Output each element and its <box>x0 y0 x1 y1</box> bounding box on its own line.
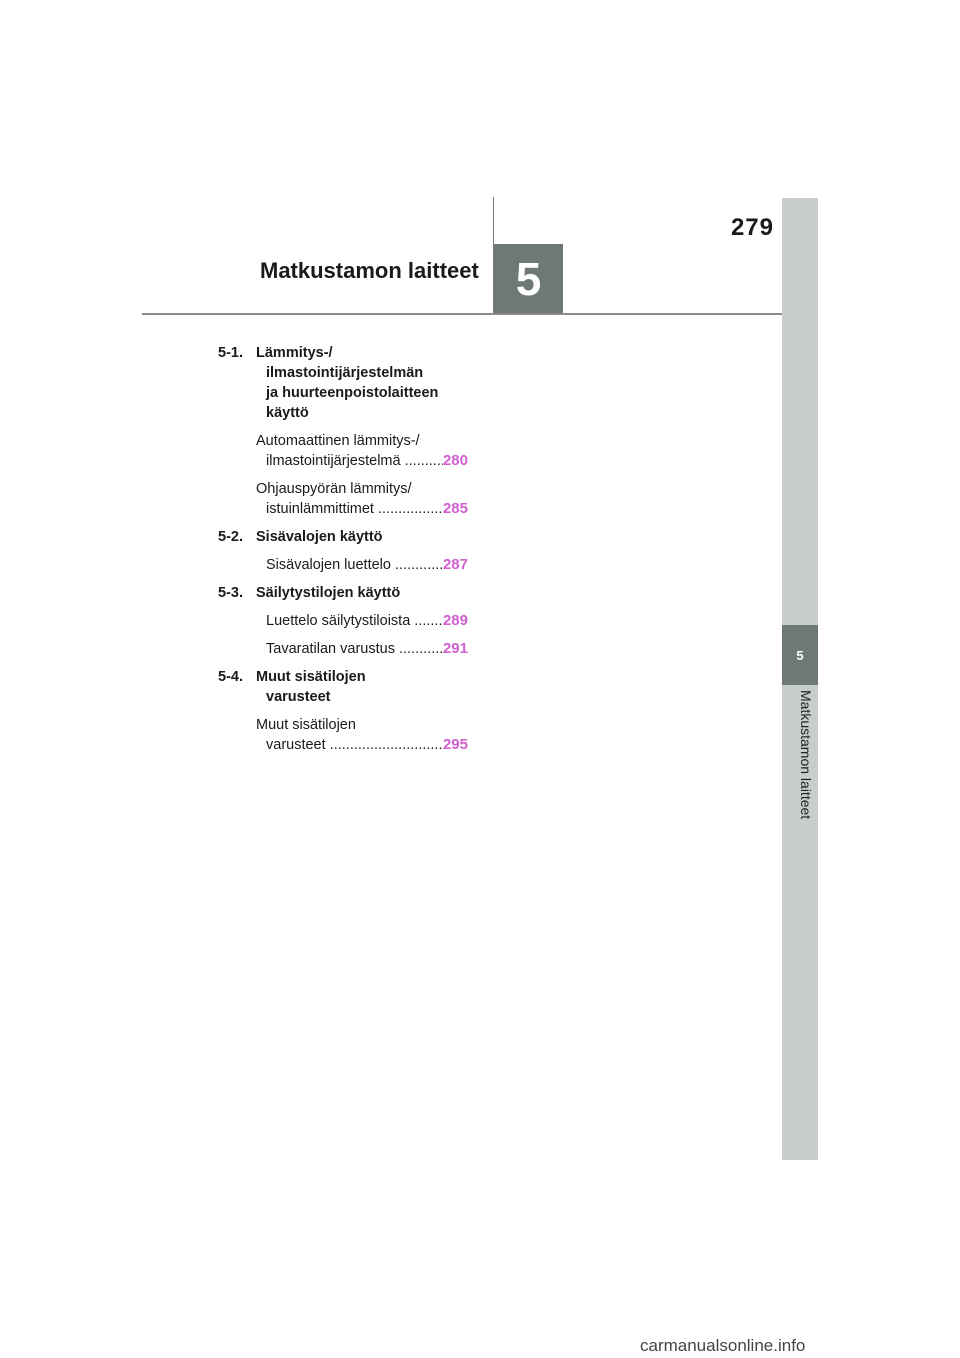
toc-section-title-line: ilmastointijärjestelmän <box>266 365 424 381</box>
toc-entry-line: Automaattinen lämmitys-/ <box>256 433 420 449</box>
toc-section-number: 5-3. <box>218 585 243 601</box>
toc-section-title-line: ja huurteenpoistolaitteen <box>266 385 439 401</box>
toc-entry-page-link[interactable]: 291 <box>442 640 468 657</box>
toc-section-number: 5-2. <box>218 529 243 545</box>
toc-entry[interactable] <box>256 715 468 755</box>
toc-section-title: Sisävalojen käyttö <box>256 529 383 545</box>
page-number: 279 <box>730 214 774 241</box>
toc-entry-page-link[interactable]: 295 <box>442 736 468 753</box>
toc-section-title <box>256 343 468 423</box>
toc-entry-page-link[interactable]: 289 <box>442 612 468 629</box>
toc-entry[interactable] <box>256 555 468 575</box>
toc-entry-line: Ohjauspyörän lämmitys/ <box>256 481 412 497</box>
toc-entry-page-link[interactable]: 280 <box>442 452 468 469</box>
toc-entry-page-link[interactable]: 287 <box>442 556 468 573</box>
toc-entry[interactable] <box>256 611 468 631</box>
toc-section-title <box>256 667 468 707</box>
toc-section-title: Säilytystilojen käyttö <box>256 585 401 601</box>
toc-entry-line: ilmastointijärjestelmä ..... <box>266 451 443 471</box>
toc-entry-line: Tavaratilan varustus ..... <box>266 639 443 659</box>
toc-entry[interactable] <box>256 431 468 471</box>
toc-section-number: 5-1. <box>218 345 243 361</box>
toc-section-title-line: Lämmitys-/ <box>256 345 333 361</box>
toc-section <box>218 667 468 707</box>
toc-entry-line: istuinlämmittimet ..... <box>266 499 443 519</box>
toc-entry-page-link[interactable]: 285 <box>442 500 468 517</box>
table-of-contents <box>218 343 468 763</box>
toc-entry-line: Sisävalojen luettelo ..... <box>266 555 443 575</box>
toc-entry[interactable] <box>256 639 468 659</box>
chapter-title: Matkustamon laitteet <box>260 258 479 283</box>
header-horizontal-rule <box>142 313 782 315</box>
toc-entry-line: varusteet ..... <box>266 735 443 755</box>
toc-section <box>218 583 468 603</box>
toc-section-title-line: Muut sisätilojen <box>256 669 366 685</box>
toc-entry-line: Luettelo säilytystiloista ..... <box>266 611 443 631</box>
toc-section-title-line: käyttö <box>266 405 309 421</box>
toc-section-number: 5-4. <box>218 669 243 685</box>
toc-section-title-line: varusteet <box>266 689 331 705</box>
toc-section <box>218 527 468 547</box>
toc-entry-line: Muut sisätilojen <box>256 717 356 733</box>
side-tab-label: Matkustamon laitteet <box>798 690 814 820</box>
footer-watermark: carmanualsonline.info <box>640 1336 806 1355</box>
chapter-number-box: 5 <box>494 244 563 313</box>
toc-entry[interactable] <box>256 479 468 519</box>
toc-section <box>218 343 468 423</box>
side-tab-number[interactable]: 5 <box>782 625 818 685</box>
